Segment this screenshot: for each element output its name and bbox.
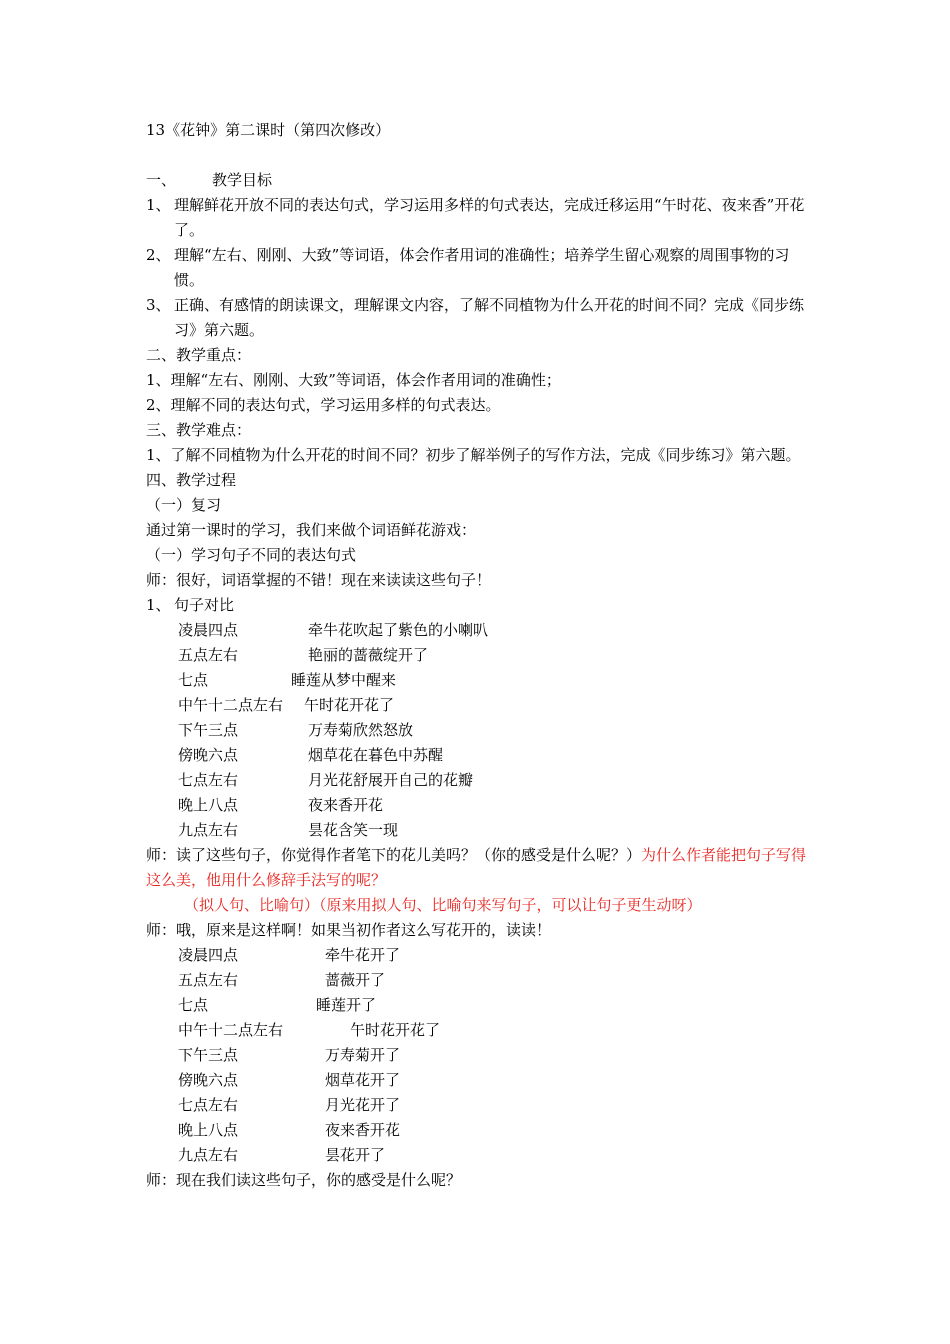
compare-heading <box>146 593 811 618</box>
time-cell: 九点左右 <box>178 1146 239 1164</box>
document-title: 13《花钟》第二课时（第四次修改） <box>146 121 391 139</box>
teacher-line: 师：现在我们读这些句子，你的感受是什么呢？ <box>146 1171 462 1189</box>
goal-text: 正确、有感情的朗读课文，理解课文内容，了解不同植物为什么开花的时间不同？完成《同步练习》第六题。 <box>174 296 805 339</box>
flower-cell: 午时花开花了 <box>350 1021 441 1039</box>
flower-cell: 牵牛花开了 <box>325 946 401 964</box>
flower-cell: 睡莲从梦中醒来 <box>291 671 397 689</box>
flower-cell: 午时花开花了 <box>304 696 395 714</box>
key-point-1: 1、理解“左右、刚刚、大致”等词语，体会作者用词的准确性； <box>146 371 561 389</box>
table-row <box>146 718 811 743</box>
flower-cell: 夜来香开花 <box>308 796 384 814</box>
time-cell: 晚上八点 <box>178 1121 239 1139</box>
answer-highlight: （拟人句、比喻句）（原来用拟人句、比喻句来写句子，可以让句子更生动呀） <box>184 896 702 914</box>
table-row <box>146 818 811 843</box>
table-row <box>146 1043 811 1068</box>
table-row <box>146 1068 811 1093</box>
time-cell: 傍晚六点 <box>178 746 239 764</box>
goal-item-1 <box>146 193 811 243</box>
time-cell: 下午三点 <box>178 721 239 739</box>
flower-cell: 昙花含笑一现 <box>308 821 399 839</box>
table-row <box>146 993 811 1018</box>
goal-number: 2、 <box>146 246 171 264</box>
table-row <box>146 693 811 718</box>
flower-cell: 万寿菊欣然怒放 <box>308 721 414 739</box>
compare-label: 句子对比 <box>174 596 235 614</box>
review-heading: （一）复习 <box>146 496 222 514</box>
table-row <box>146 943 811 968</box>
key-points-heading: 二、教学重点： <box>146 346 252 364</box>
time-cell: 七点左右 <box>178 771 239 789</box>
time-cell: 五点左右 <box>178 646 239 664</box>
teacher-question-highlight: 为什么作者能把句子写得这么美，他用什么修辞手法写的呢？ <box>146 846 807 889</box>
flower-cell: 昙花开了 <box>325 1146 386 1164</box>
table-row <box>146 768 811 793</box>
flower-cell: 夜来香开花 <box>325 1121 401 1139</box>
sentence-table-original <box>146 618 811 843</box>
time-cell: 七点 <box>178 996 209 1014</box>
difficulty-point-1: 1、了解不同植物为什么开花的时间不同？初步了解举例子的写作方法，完成《同步练习》第六题。 <box>146 446 801 464</box>
time-cell: 中午十二点左右 <box>178 696 284 714</box>
document-page <box>146 118 811 1193</box>
teacher-question-text: 师：读了这些句子，你觉得作者笔下的花儿美吗？（你的感受是什么呢？） <box>146 846 642 864</box>
time-cell: 凌晨四点 <box>178 621 239 639</box>
goals-heading-text: 教学目标 <box>212 171 273 189</box>
goal-text: 理解“左右、刚刚、大致”等词语，体会作者用词的准确性；培养学生留心观察的周围事物的习惯。 <box>174 246 790 289</box>
teacher-line: 师：哦，原来是这样啊！如果当初作者这么写花开的，读读！ <box>146 921 552 939</box>
table-row <box>146 1093 811 1118</box>
flower-cell: 月光花开了 <box>325 1096 401 1114</box>
goal-item-2 <box>146 243 811 293</box>
time-cell: 中午十二点左右 <box>178 1021 284 1039</box>
flower-cell: 蔷薇开了 <box>325 971 386 989</box>
flower-cell: 艳丽的蔷薇绽开了 <box>308 646 429 664</box>
teacher-line: 师：很好，词语掌握的不错！现在来读读这些句子！ <box>146 571 492 589</box>
table-row <box>146 643 811 668</box>
table-row <box>146 793 811 818</box>
flower-cell: 睡莲开了 <box>316 996 377 1014</box>
table-row <box>146 618 811 643</box>
goals-heading-number: 一、 <box>146 171 177 189</box>
table-row <box>146 1018 811 1043</box>
table-row <box>146 968 811 993</box>
time-cell: 下午三点 <box>178 1046 239 1064</box>
flower-cell: 月光花舒展开自己的花瓣 <box>308 771 474 789</box>
goal-number: 3、 <box>146 296 171 314</box>
time-cell: 凌晨四点 <box>178 946 239 964</box>
compare-number: 1、 <box>146 596 171 614</box>
key-point-2: 2、理解不同的表达句式，学习运用多样的句式表达。 <box>146 396 501 414</box>
time-cell: 七点左右 <box>178 1096 239 1114</box>
table-row <box>146 743 811 768</box>
table-row <box>146 1118 811 1143</box>
time-cell: 晚上八点 <box>178 796 239 814</box>
flower-cell: 烟草花在暮色中苏醒 <box>308 746 444 764</box>
time-cell: 九点左右 <box>178 821 239 839</box>
flower-cell: 烟草花开了 <box>325 1071 401 1089</box>
learn-heading: （一）学习句子不同的表达句式 <box>146 546 357 564</box>
review-text: 通过第一课时的学习，我们来做个词语鲜花游戏： <box>146 521 477 539</box>
goal-item-3 <box>146 293 811 343</box>
flower-cell: 万寿菊开了 <box>325 1046 401 1064</box>
goals-heading <box>146 168 811 193</box>
time-cell: 五点左右 <box>178 971 239 989</box>
teacher-question <box>146 843 811 893</box>
time-cell: 七点 <box>178 671 209 689</box>
process-heading: 四、教学过程 <box>146 471 237 489</box>
table-row <box>146 1143 811 1168</box>
table-row <box>146 668 811 693</box>
time-cell: 傍晚六点 <box>178 1071 239 1089</box>
goal-number: 1、 <box>146 196 171 214</box>
sentence-table-plain <box>146 943 811 1168</box>
goal-text: 理解鲜花开放不同的表达句式，学习运用多样的句式表达，完成迁移运用“午时花、夜来香”开花了。 <box>174 196 805 239</box>
flower-cell: 牵牛花吹起了紫色的小喇叭 <box>308 621 489 639</box>
difficulty-heading: 三、教学难点： <box>146 421 252 439</box>
